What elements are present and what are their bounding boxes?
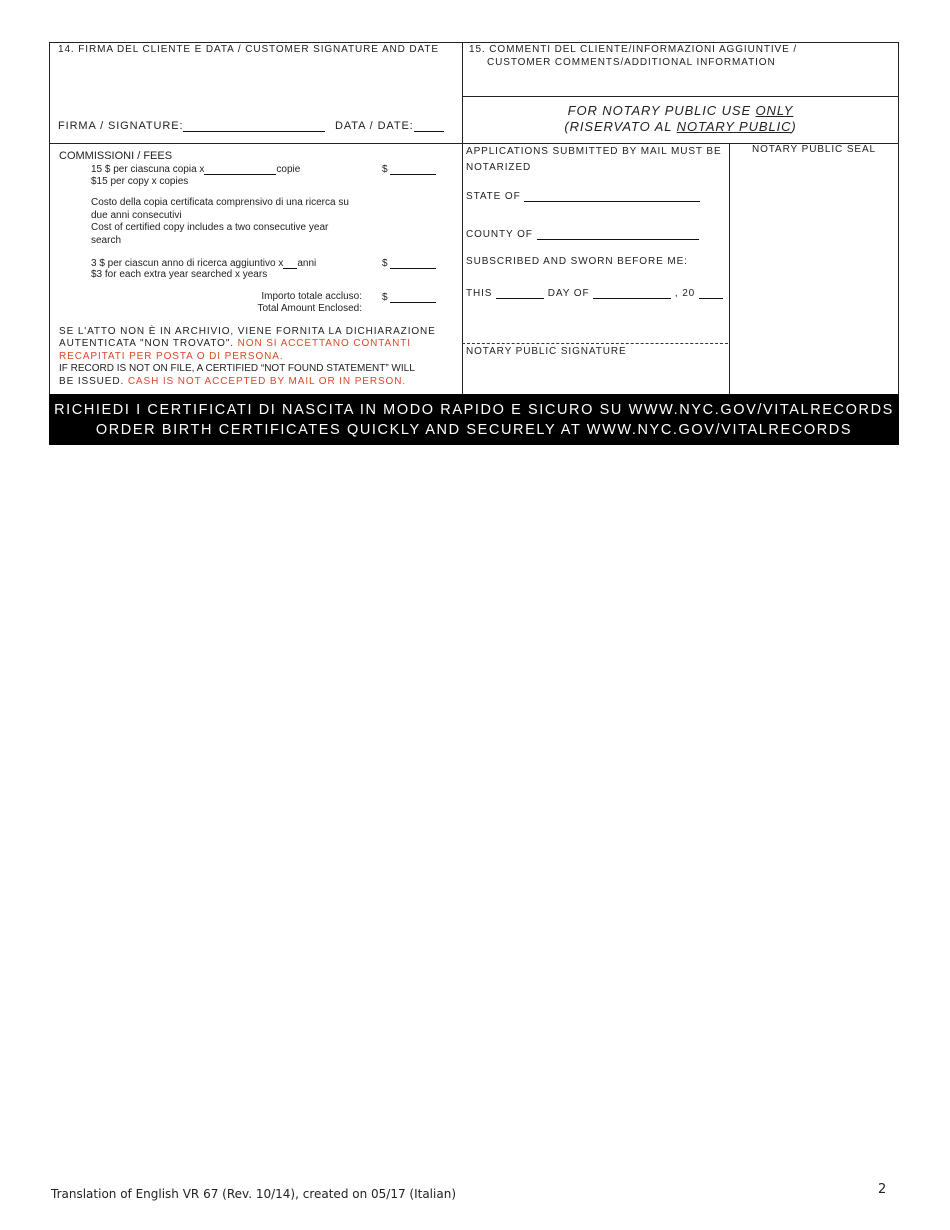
page-number: 2: [878, 1182, 887, 1197]
column-divider: [462, 42, 463, 394]
date-line[interactable]: [414, 120, 444, 132]
comments-divider: [462, 96, 899, 97]
notary-signature-label: NOTARY PUBLIC SIGNATURE: [466, 346, 627, 357]
date-sworn-field[interactable]: THIS DAY OF , 20: [466, 287, 723, 299]
notary-signature-line[interactable]: [462, 343, 728, 344]
notary-use-heading: [462, 103, 899, 135]
seal-divider: [729, 143, 730, 394]
certified-it-1: Costo della copia certificata comprensivo di una ricerca su: [91, 197, 349, 208]
sworn-label: SUBSCRIBED AND SWORN BEFORE ME:: [466, 256, 688, 267]
copy-fee-it: 15 $ per ciascuna copia x copie: [91, 164, 301, 175]
date-label: DATA / DATE:: [335, 120, 414, 132]
signature-label: FIRMA / SIGNATURE:: [58, 120, 184, 132]
total-en: Total Amount Enclosed:: [257, 303, 362, 314]
state-field[interactable]: STATE OF: [466, 190, 700, 202]
date-field[interactable]: [335, 120, 444, 132]
copy-fee-en: $15 per copy x copies: [91, 176, 189, 187]
notary-use-line2: (RISERVATO AL NOTARY PUBLIC): [564, 119, 797, 134]
certified-it-2: due anni consecutivi: [91, 210, 182, 221]
notary-use-line1: FOR NOTARY PUBLIC USE ONLY: [567, 103, 794, 118]
banner-line1: RICHIEDI I CERTIFICATI DI NASCITA IN MODO RAPIDO E SICURO SU WWW.NYC.GOV/VITALRECORDS: [54, 402, 894, 418]
mail-notice-2: NOTARIZED: [466, 162, 532, 173]
extra-year-it: 3 $ per ciascun anno di ricerca aggiuntivo x anni: [91, 258, 317, 269]
translation-note: Translation of English VR 67 (Rev. 10/14), created on 05/17 (Italian): [51, 1187, 456, 1201]
notary-seal-label: NOTARY PUBLIC SEAL: [751, 144, 877, 155]
mail-notice-1: APPLICATIONS SUBMITTED BY MAIL MUST BE: [466, 146, 722, 157]
total-amount[interactable]: $: [382, 291, 436, 303]
section-15-title-line1: 15. COMMENTI DEL CLIENTE/INFORMAZIONI AGGIUNTIVE /: [469, 44, 797, 55]
certified-en-1: Cost of certified copy includes a two consecutive year: [91, 222, 329, 233]
signature-line[interactable]: [183, 120, 325, 132]
extra-years-line[interactable]: [283, 257, 297, 269]
total-it: Importo totale accluso:: [261, 291, 362, 302]
notice-en-1: IF RECORD IS NOT ON FILE, A CERTIFIED “NOT FOUND STATEMENT” WILL: [59, 363, 415, 374]
section-14-title: 14. FIRMA DEL CLIENTE E DATA / CUSTOMER SIGNATURE AND DATE: [58, 44, 439, 55]
fees-title: COMMISSIONI / FEES: [59, 150, 173, 162]
extra-year-en: $3 for each extra year searched x years: [91, 269, 268, 280]
notice-en-2: BE ISSUED. CASH IS NOT ACCEPTED BY MAIL OR IN PERSON.: [59, 376, 407, 387]
certified-en-2: search: [91, 235, 122, 246]
notice-it-3: RECAPITATI PER POSTA O DI PERSONA.: [59, 351, 284, 362]
county-field[interactable]: COUNTY OF: [466, 228, 699, 240]
copies-count-line[interactable]: [204, 163, 276, 175]
vital-records-banner: [49, 394, 899, 445]
copy-fee-amount[interactable]: $: [382, 163, 436, 175]
banner-line2: ORDER BIRTH CERTIFICATES QUICKLY AND SECURELY AT WWW.NYC.GOV/VITALRECORDS: [95, 422, 853, 438]
section-15-title-line2: CUSTOMER COMMENTS/ADDITIONAL INFORMATION: [487, 57, 776, 68]
extra-year-amount[interactable]: $: [382, 257, 436, 269]
signature-field[interactable]: [58, 120, 325, 132]
notice-it-1: SE L'ATTO NON È IN ARCHIVIO, VIENE FORNITA LA DICHIARAZIONE: [59, 326, 436, 337]
notice-it-2: AUTENTICATA "NON TROVATO". NON SI ACCETTANO CONTANTI: [59, 338, 411, 349]
